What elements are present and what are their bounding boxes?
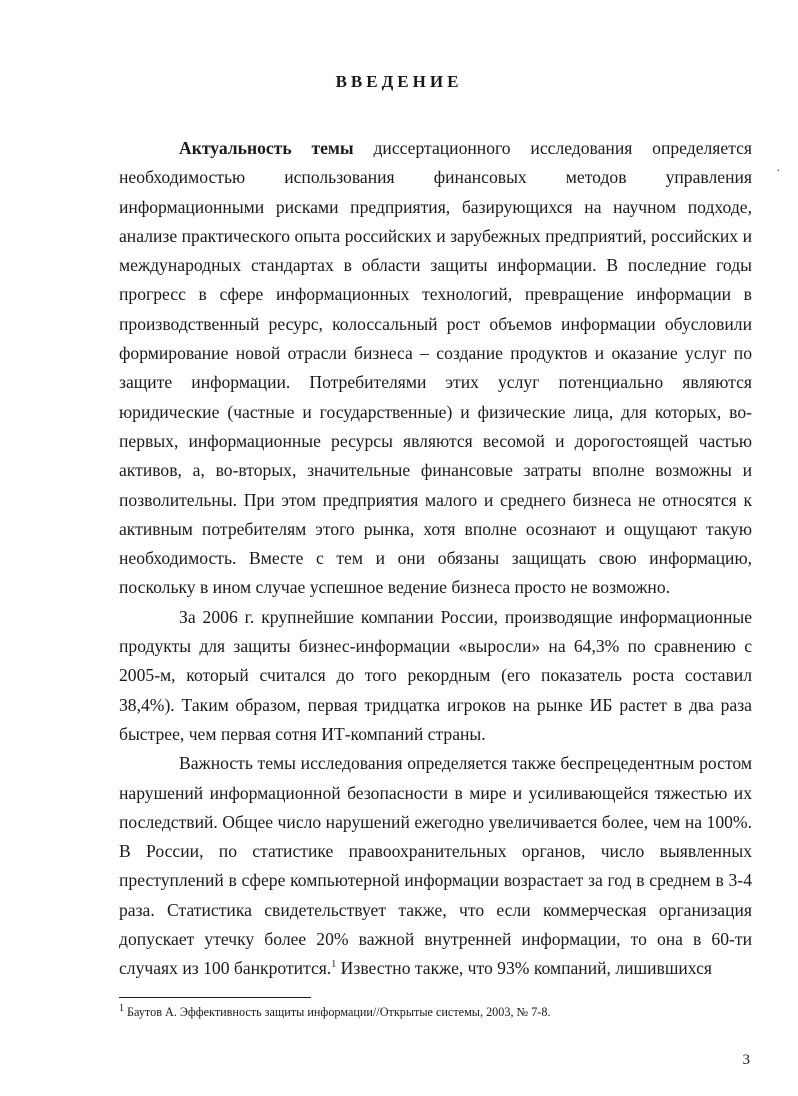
- paragraph-1-lead: Актуальность темы: [179, 138, 354, 158]
- paragraph-2: За 2006 г. крупнейшие компании России, производящие информационные продукты для защиты бизнес-информации «выросли» на 64,3% по сравнению с 2005-м, который считался до того рекордным (его показатель роста составил 38,4%). Таким образом, первая тридцатка игроков на рынке ИБ растет в два раза быстрее, чем первая сотня ИТ-компаний страны.: [119, 606, 752, 744]
- footnote-reference[interactable]: 1: [331, 959, 337, 971]
- paragraph-3-text: Важность темы исследования определяется также беспрецедентным ростом нарушений информационной безопасности в мире и усиливающейся тяжестью их последствий. Общее число нарушений ежегодно увеличивается более, чем на 100%. В России, по статистике правоохранительных органов, число выявленных преступлений в сфере компьютерной информации возрастает за год в среднем в 3-4 раза. Статистика свидетельствует также, что если коммерческая организация допускает утечку более 20% важной внутренней информации, то она в 60-ти случаях из 100 банкротится.: [119, 753, 752, 979]
- paragraph-3: [119, 749, 752, 983]
- margin-mark: ·: [776, 164, 781, 179]
- paragraph-3-text-after: Известно также, что 93% компаний, лишившихся: [336, 958, 712, 979]
- footnote-divider: [119, 997, 311, 998]
- body-text: [119, 134, 752, 984]
- page-title: ВВЕДЕНИЕ: [335, 72, 463, 91]
- footnote-number: 1: [119, 1002, 124, 1014]
- footnote-text: Баутов А. Эффективность защиты информации//Открытые системы, 2003, № 7-8.: [124, 1005, 551, 1019]
- page-number: 3: [742, 1052, 750, 1068]
- footnote: [119, 1004, 752, 1020]
- paragraph-1: [119, 134, 752, 603]
- paragraph-1-text: диссертационного исследования определяется необходимостью использования финансовых методов управления информационными рисками предприятия, базирующихся на научном подходе, анализе практического опыта российских и зарубежных предприятий, российских и международных стандартах в области защиты информации. В последние годы прогресс в сфере информационных технологий, превращение информации в производственный ресурс, колоссальный рост объемов информации обусловили формирование новой отрасли бизнеса – создание продуктов и оказание услуг по защите информации. Потребителями этих услуг потенциально являются юридические (частные и государственные) и физические лица, для которых, во-первых, информационные ресурсы являются весомой и дорогостоящей частью активов, а, во-вторых, значительные финансовые затраты вполне возможны и позволительны. При этом предприятия малого и среднего бизнеса не относятся к активным потребителям этого рынка, хотя вполне осознают и ощущают такую необходимость. Вместе с тем и они обязаны защищать свою информацию, поскольку в ином случае успешное ведение бизнеса просто не возможно.: [119, 138, 753, 598]
